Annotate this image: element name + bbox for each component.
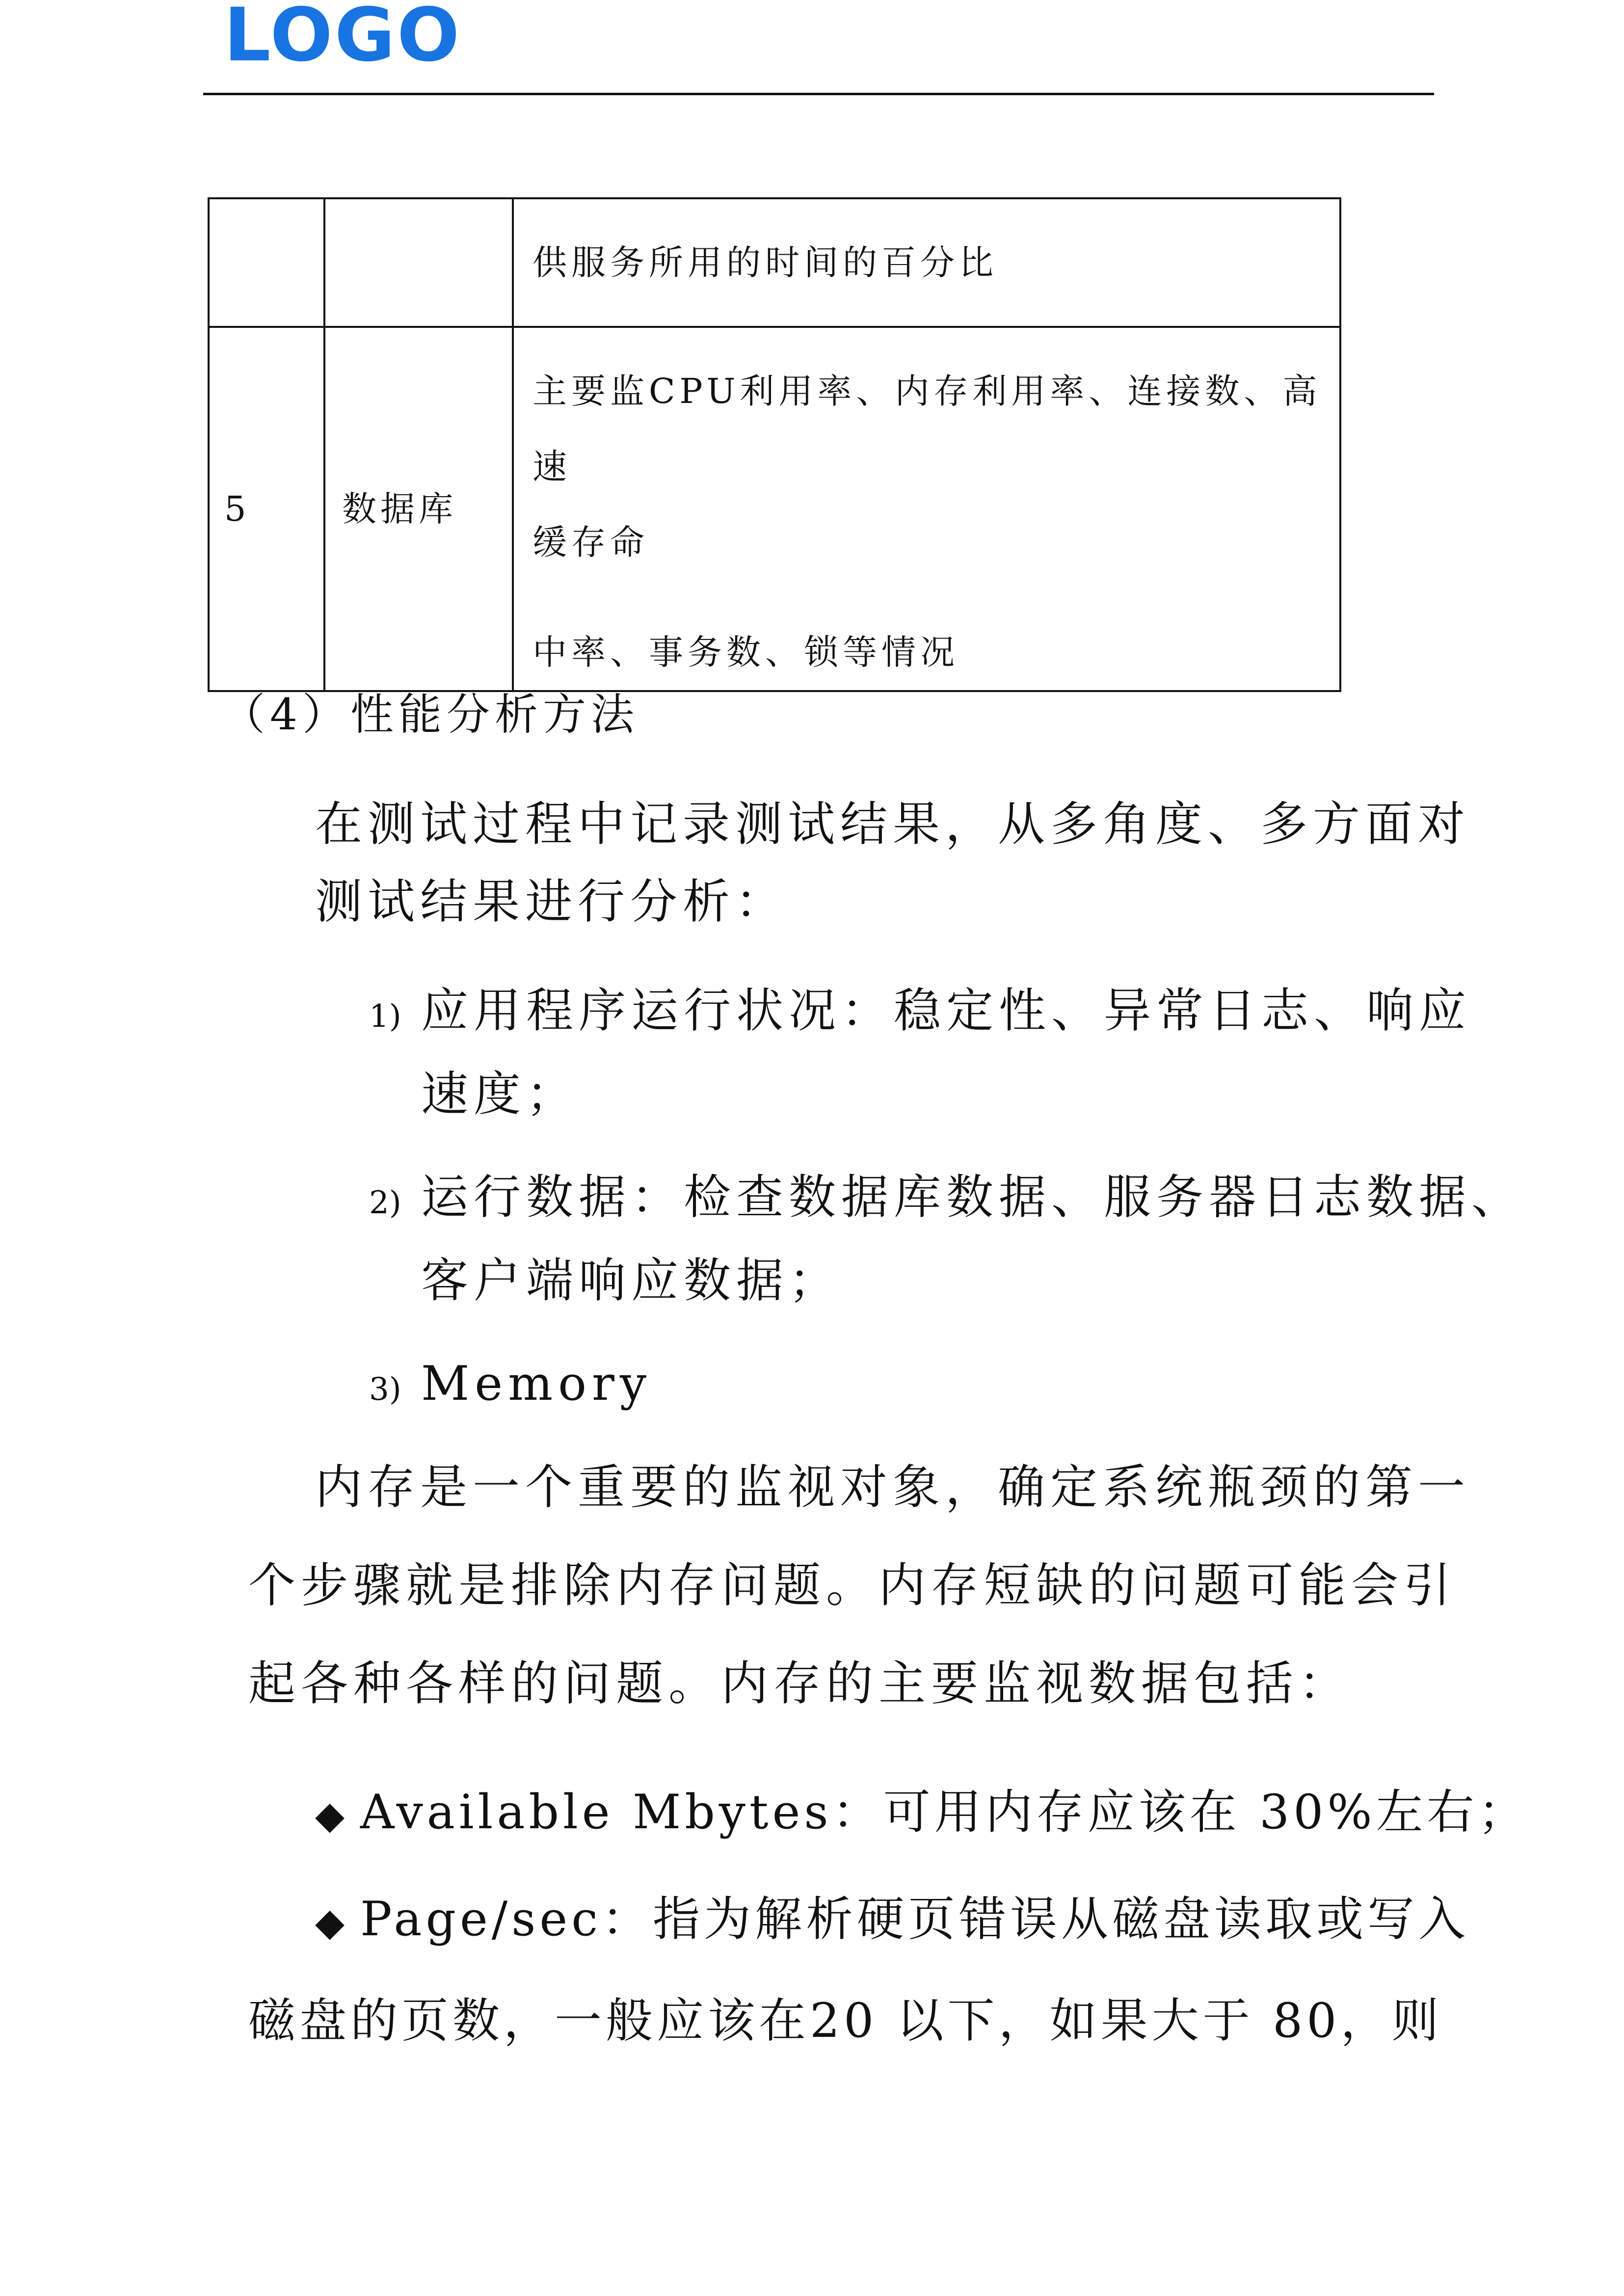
paragraph-line: 内存是一个重要的监视对象，确定系统瓶颈的第一 (315, 1460, 1470, 1515)
table-cell-name (324, 198, 513, 327)
bullet-item (248, 1870, 1469, 2070)
bullet-line: 磁盘的页数，一般应该在20 以下，如果大于 80，则 (248, 1993, 1443, 2048)
bullet-item (315, 1773, 1529, 1855)
memory-paragraph (248, 1438, 1470, 1733)
header-divider (203, 93, 1434, 95)
list-item (369, 972, 1471, 1133)
bullet-line: Page/sec：指为解析硬页错误从磁盘读取或写入 (360, 1892, 1469, 1947)
row-name: 数据库 (342, 489, 457, 529)
diamond-icon: ◆ (315, 1793, 348, 1838)
bullet-line: Available Mbytes：可用内存应该在 30%左右； (360, 1785, 1529, 1840)
list-line: 运行数据：检查数据库数据、服务器日志数据、 (421, 1170, 1524, 1225)
paragraph-line: 在测试过程中记录测试结果，从多角度、多方面对 (315, 797, 1470, 852)
table-row (209, 327, 1340, 691)
list-item (369, 1158, 1524, 1319)
table-cell-num (209, 198, 324, 327)
intro-paragraph (315, 785, 1470, 940)
paragraph-line: 起各种各样的问题。内存的主要监视数据包括： (248, 1656, 1351, 1711)
desc-line: 主要监CPU利用率、内存利用率、连接数、高速 (532, 371, 1322, 487)
list-number: 2) (369, 1185, 401, 1221)
logo: LOGO (224, 0, 462, 78)
row-num (210, 218, 226, 259)
monitoring-table (208, 197, 1341, 692)
desc-line: 缓存命 (532, 522, 649, 562)
table-cell-name (324, 327, 513, 691)
row-name (325, 218, 342, 259)
list-line: 应用程序运行状况：稳定性、异常日志、响应 (421, 983, 1471, 1038)
row-num: 5 (224, 489, 250, 529)
desc-line: 供服务所用的时间的百分比 (532, 242, 998, 283)
list-line: Memory (421, 1356, 652, 1411)
list-line: 速度； (421, 1067, 579, 1121)
paragraph-line: 测试结果进行分析： (315, 874, 788, 929)
list-number: 3) (369, 1371, 401, 1408)
section-heading: （4）性能分析方法 (222, 689, 639, 740)
table-row (209, 198, 1340, 327)
table-cell-num (209, 327, 324, 691)
paragraph-line: 个步骤就是排除内存问题。内存短缺的问题可能会引 (248, 1558, 1456, 1613)
table-cell-desc (513, 327, 1340, 691)
desc-line: 中率、事务数、锁等情况 (532, 632, 959, 672)
list-number: 1) (369, 998, 401, 1035)
list-line: 客户端响应数据； (421, 1253, 841, 1308)
list-item (369, 1345, 652, 1428)
diamond-icon: ◆ (315, 1900, 348, 1945)
table-cell-desc (513, 198, 1340, 327)
